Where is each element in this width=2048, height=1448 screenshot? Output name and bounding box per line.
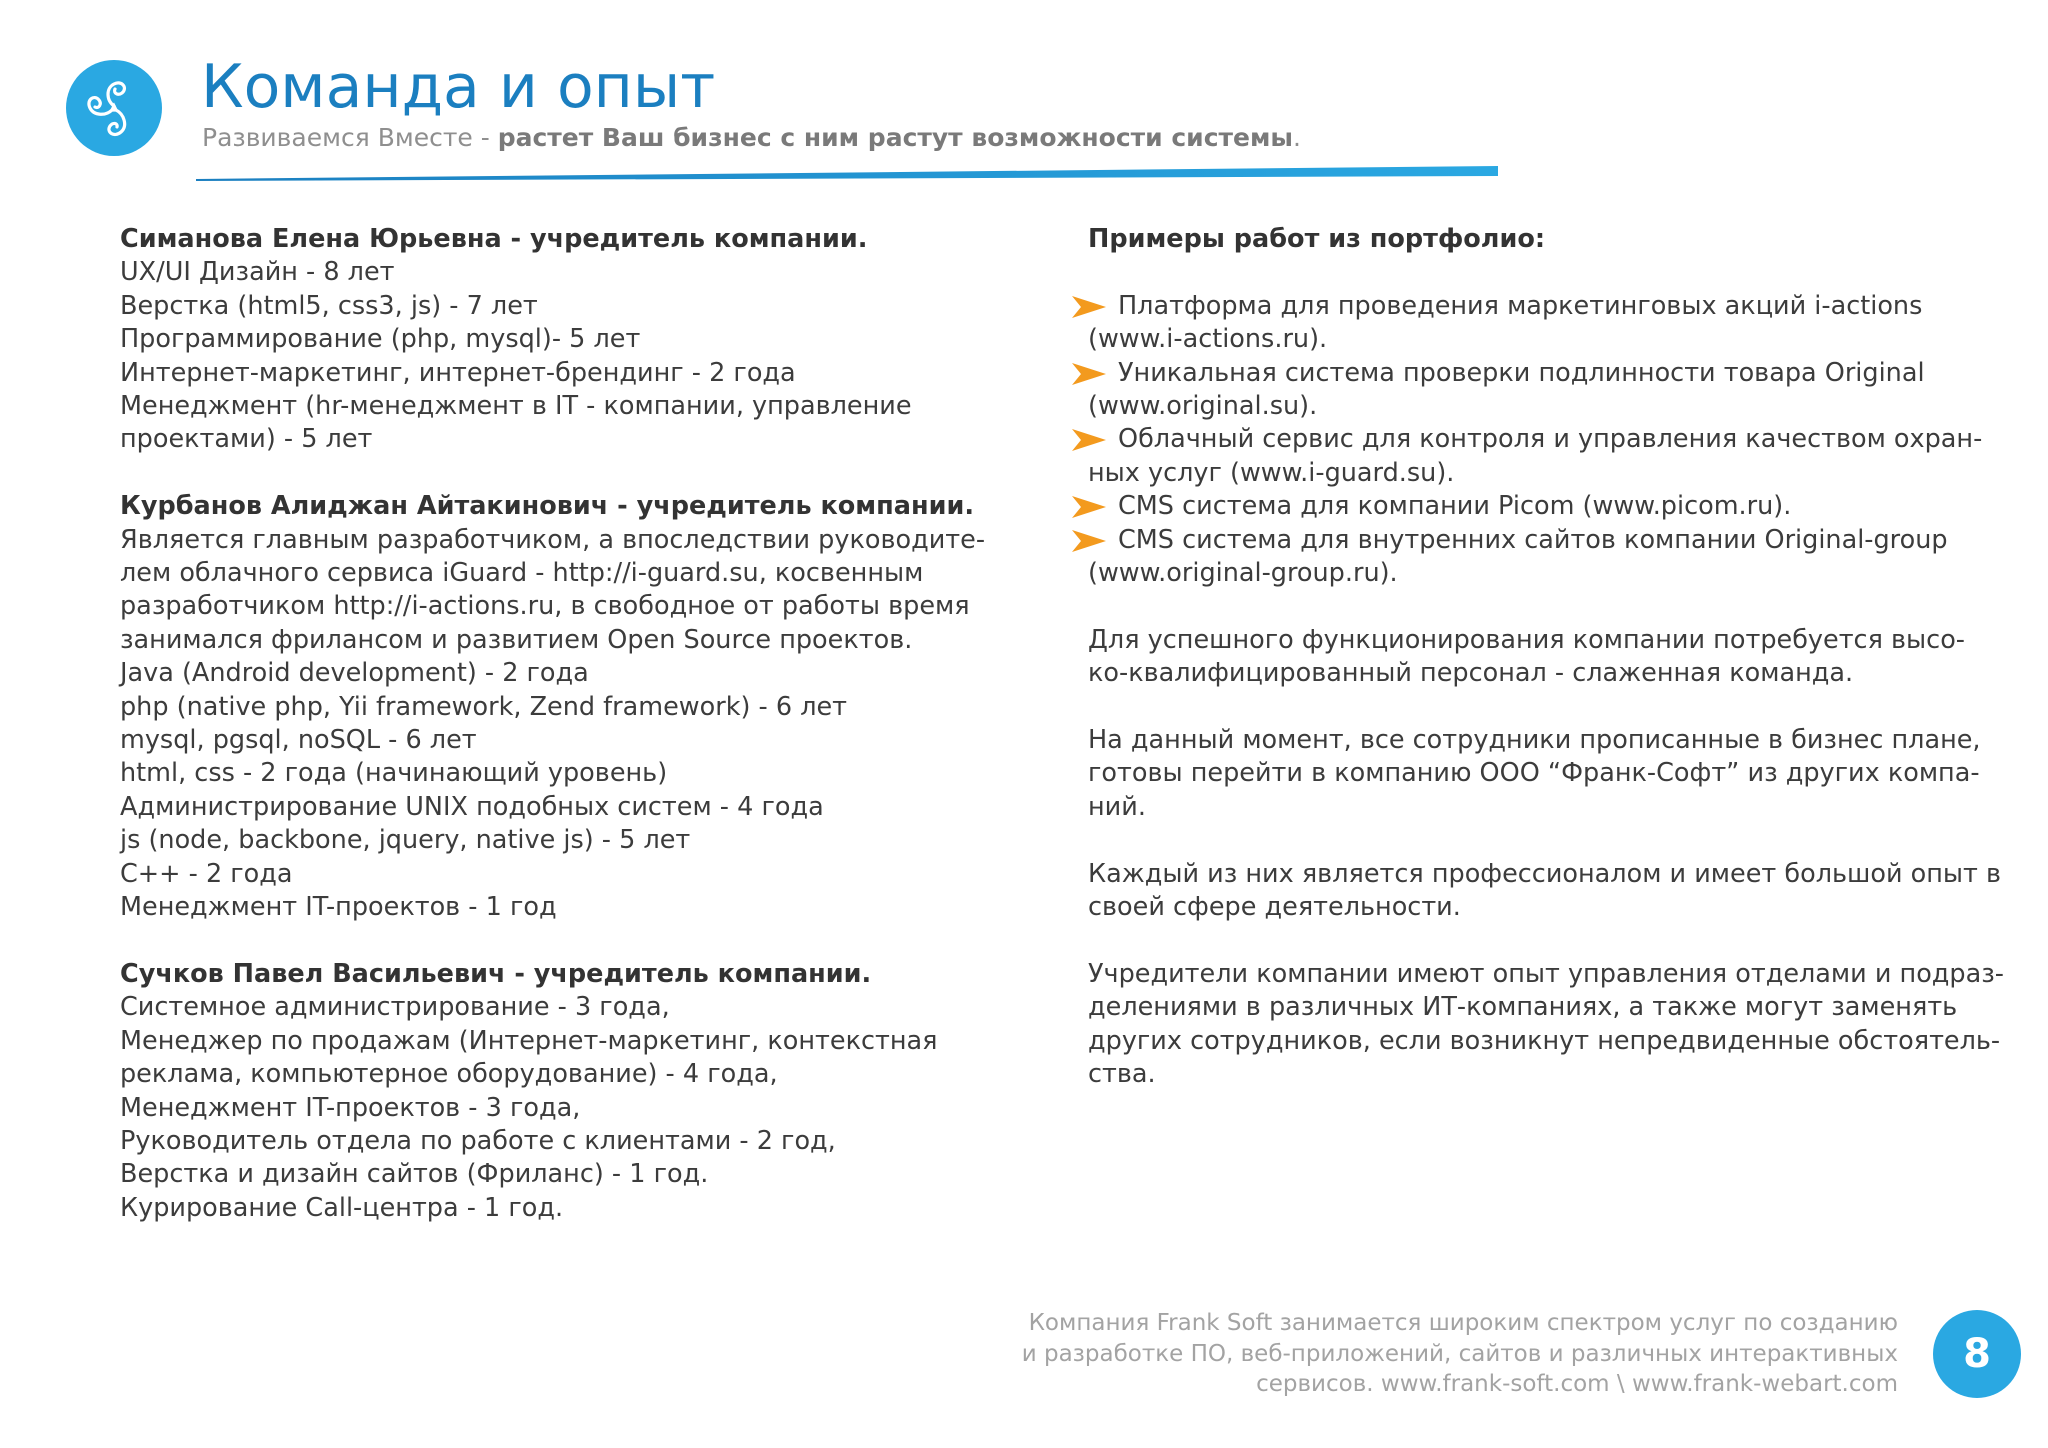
person-experience-line: С++ - 2 года <box>120 858 293 889</box>
portfolio-item-text: Облачный сервис для контроля и управления качеством охран- <box>1118 424 1983 455</box>
paragraph-line: готовы перейти в компанию ООО “Франк-Софт” из других компа- <box>1088 758 1980 789</box>
person-experience-line: Верстка и дизайн сайтов (Фриланс) - 1 год. <box>120 1159 709 1190</box>
arrow-bullet-icon <box>1072 429 1106 451</box>
person-experience-line: Менеджмент IT-проектов - 1 год <box>120 892 557 923</box>
person-heading: Курбанов Алиджан Айтакинович - учредитель компании. <box>120 491 975 522</box>
footer-line: сервисов. www.frank-soft.com \ www.frank-webart.com <box>1256 1371 1898 1397</box>
person-experience-line: занимался фрилансом и развитием Open Source проектов. <box>120 624 913 655</box>
header-divider <box>196 164 1498 182</box>
person-experience-line: Является главным разработчиком, а впоследствии руководите- <box>120 524 986 555</box>
footer-text <box>978 1308 1898 1400</box>
paragraph-line: ний. <box>1088 791 1146 822</box>
paragraph-line: Для успешного функционирования компании потребуется высо- <box>1088 624 1965 655</box>
portfolio-item <box>1088 290 1968 357</box>
portfolio-item-text: Уникальная система проверки подлинности товара Original <box>1118 357 1925 388</box>
paragraph-line: Каждый из них является профессионалом и имеет большой опыт в <box>1088 858 2002 889</box>
portfolio-item <box>1088 524 1968 591</box>
person-experience-line: Интернет-маркетинг, интернет-брендинг - 2 года <box>120 357 796 388</box>
arrow-bullet-icon <box>1072 496 1106 518</box>
person-experience-line: Java (Android development) - 2 года <box>120 658 589 689</box>
portfolio-item-link: (www.original-group.ru). <box>1088 558 1398 589</box>
page-subtitle <box>202 120 1301 156</box>
portfolio-item <box>1088 423 1983 490</box>
company-logo-icon <box>66 60 162 156</box>
paragraph-line: Учредители компании имеют опыт управления отделами и подраз- <box>1088 958 2005 989</box>
portfolio-item-text: CMS система для внутренних сайтов компании Original-group <box>1118 524 1948 555</box>
person-experience-line: лем облачного сервиса iGuard - http://i-guard.su, косвенным <box>120 558 924 589</box>
subtitle-end: . <box>1293 123 1301 152</box>
person-experience-line: Менеджмент IT-проектов - 3 года, <box>120 1092 581 1123</box>
arrow-bullet-icon <box>1072 530 1106 552</box>
person-experience-line: js (node, backbone, jquery, native js) - 5 лет <box>120 825 691 856</box>
paragraph-line: ства. <box>1088 1059 1156 1090</box>
person-experience-line: реклама, компьютерное оборудование) - 4 года, <box>120 1059 778 1090</box>
person-experience-line: Менеджмент (hr-менеджмент в IT - компании, управление <box>120 391 912 422</box>
page-title: Команда и опыт <box>201 52 716 122</box>
person-heading: Симанова Елена Юрьевна - учредитель компании. <box>120 224 868 254</box>
person-experience-line: Верстка (html5, css3, js) - 7 лет <box>120 290 538 321</box>
subtitle-regular: Развиваемся Вместе - <box>202 123 498 152</box>
paragraph-line: ко-квалифицированный персонал - слаженная команда. <box>1088 658 1854 689</box>
person-experience-line: проектами) - 5 лет <box>120 424 373 455</box>
arrow-bullet-icon <box>1072 296 1106 318</box>
portfolio-item <box>1088 490 1968 523</box>
portfolio-column <box>1088 223 2005 1091</box>
person-experience-line: Курирование Call-центра - 1 год. <box>120 1192 564 1223</box>
portfolio-item-link: (www.i-actions.ru). <box>1088 324 1328 355</box>
paragraph-line: своей сфере деятельности. <box>1088 892 1461 923</box>
paragraph-line: других сотрудников, если возникнут непредвиденные обстоятель- <box>1088 1025 2001 1056</box>
portfolio-item <box>1088 357 1968 424</box>
subtitle-bold: растет Ваш бизнес с ним растут возможности системы <box>497 123 1294 152</box>
person-heading: Сучков Павел Васильевич - учредитель компании. <box>120 958 872 989</box>
arrow-bullet-icon <box>1072 363 1106 385</box>
portfolio-heading: Примеры работ из портфолио: <box>1088 224 1546 254</box>
team-column <box>120 223 986 1225</box>
person-experience-line: Администрирование UNIX подобных систем - 4 года <box>120 791 824 822</box>
page-number-badge: 8 <box>1933 1310 2021 1398</box>
person-experience-line: html, css - 2 года (начинающий уровень) <box>120 758 668 789</box>
person-experience-line: Менеджер по продажам (Интернет-маркетинг, контекстная <box>120 1025 938 1056</box>
person-experience-line: Системное администрирование - 3 года, <box>120 992 670 1023</box>
person-experience-line: php (native php, Yii framework, Zend framework) - 6 лет <box>120 691 848 722</box>
person-experience-line: Программирование (php, mysql)- 5 лет <box>120 324 641 355</box>
person-experience-line: UX/UI Дизайн - 8 лет <box>120 257 395 288</box>
portfolio-item-text: Платформа для проведения маркетинговых акций i-actions <box>1118 290 1923 321</box>
portfolio-item-link: ных услуг (www.i-guard.su). <box>1088 457 1455 488</box>
paragraph-line: На данный момент, все сотрудники прописанные в бизнес плане, <box>1088 725 1981 756</box>
paragraph-line: делениями в различных ИТ-компаниях, а также могут заменять <box>1088 992 1958 1023</box>
footer-line: и разработке ПО, веб-приложений, сайтов и различных интерактивных <box>1021 1340 1898 1367</box>
person-experience-line: Руководитель отдела по работе с клиентами - 2 год, <box>120 1125 836 1156</box>
portfolio-item-text: CMS система для компании Picom (www.picom.ru). <box>1118 491 1792 522</box>
person-experience-line: mysql, pgsql, noSQL - 6 лет <box>120 725 477 756</box>
person-experience-line: разработчиком http://i-actions.ru, в свободное от работы время <box>120 591 970 622</box>
portfolio-item-link: (www.original.su). <box>1088 391 1318 422</box>
footer-line: Компания Frank Soft занимается широким спектром услуг по созданию <box>1028 1310 1898 1336</box>
